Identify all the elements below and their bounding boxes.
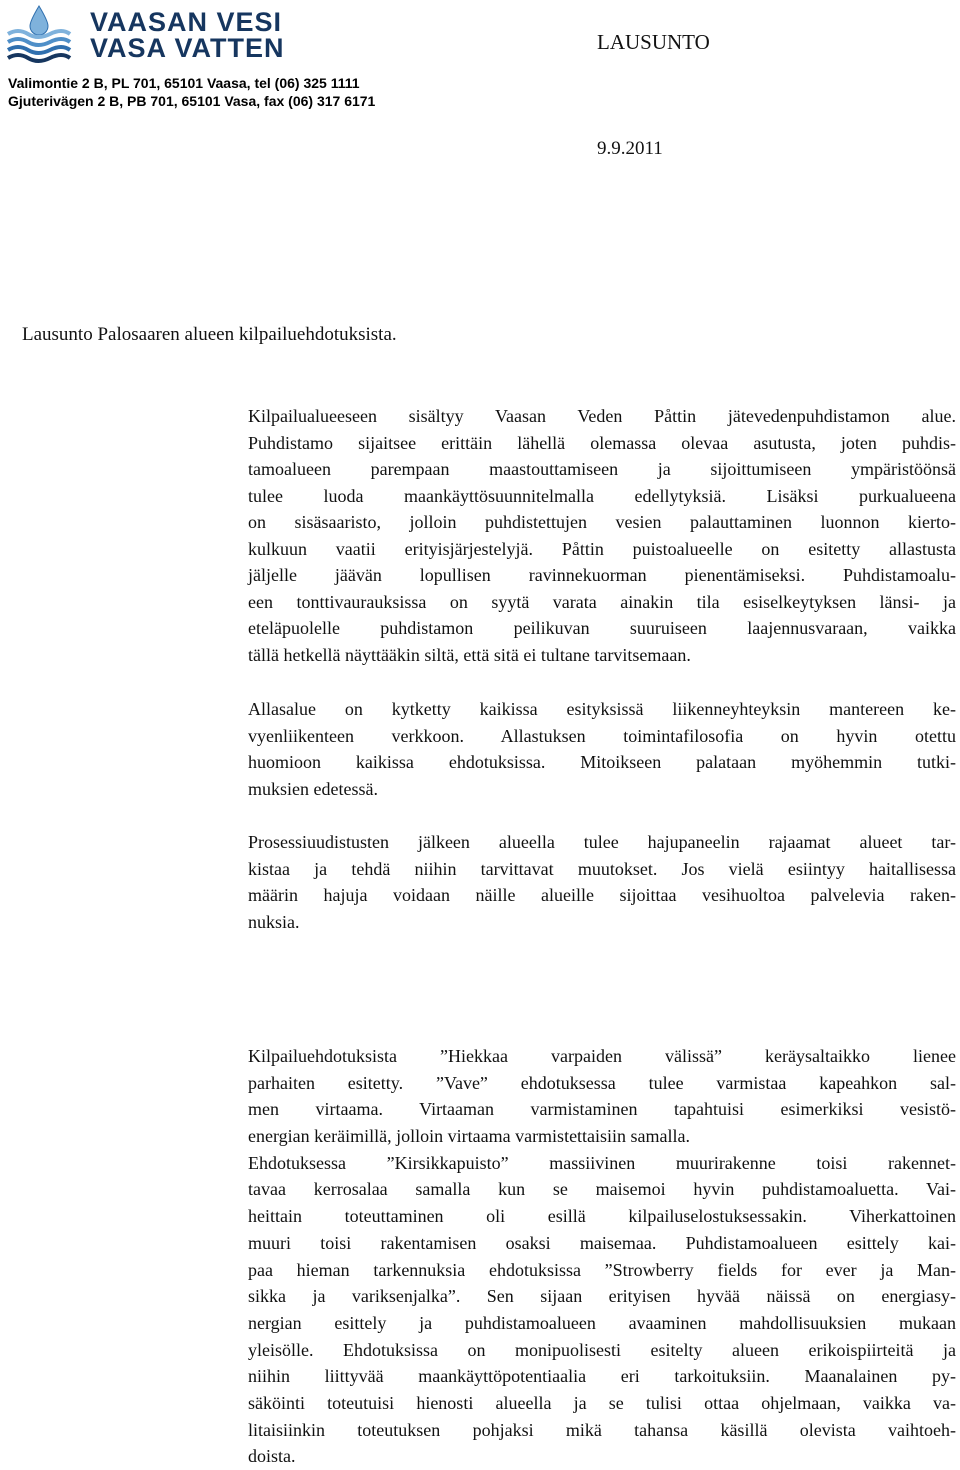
- text-line: on sisäsaaristo, jolloin puhdistettujen vesien palauttaminen luonnon kierto-: [248, 512, 956, 532]
- text-line: kulkuun vaatii erityisjärjestelyjä. Påttin puistoalueelle on esitetty allastusta: [248, 538, 956, 559]
- paragraph-4: [248, 1043, 956, 1470]
- text-line: energian keräimillä, jolloin virtaama varmistettaisiin samalla.: [248, 1126, 691, 1147]
- logo-drop-icon: [30, 6, 48, 35]
- document-subject: Lausunto Palosaaren alueen kilpailuehdotuksista.: [22, 324, 397, 345]
- address-finnish: Valimontie 2 B, PL 701, 65101 Vaasa, tel (06) 325 1111: [8, 75, 360, 91]
- text-line: Ehdotuksessa ”Kirsikkapuisto” massiivinen muurirakenne toisi rakennet-: [248, 1152, 956, 1173]
- text-line: heittain toteuttaminen oli esillä kilpailuselostuksessakin. Viherkattoinen: [248, 1206, 956, 1227]
- document-date: 9.9.2011: [597, 138, 663, 159]
- text-line: paa hieman tarkennuksia ehdotuksissa ”Strowberry fields for ever ja Man-: [248, 1259, 956, 1280]
- address-swedish: Gjuterivägen 2 B, PB 701, 65101 Vasa, fax (06) 317 6171: [8, 93, 376, 109]
- text-line: een tonttivaurauksissa on syytä varata ainakin tila esiselkeytyksen länsi- ja: [248, 591, 956, 612]
- text-line: niihin liittyvää maankäyttöpotentiaalia eri tarkoituksiin. Maanalainen py-: [248, 1366, 956, 1387]
- paragraph-2: [248, 696, 956, 802]
- text-line: sikka ja variksenjalka”. Sen sijaan erityisen hyvää näissä on energiasy-: [248, 1286, 956, 1307]
- logo-wave-4: [8, 55, 70, 61]
- text-line: tamoalueen parempaan maastouttamiseen ja sijoittumiseen ympäristöönsä: [248, 459, 956, 479]
- brand-name-swedish: VASA VATTEN: [90, 33, 285, 63]
- text-line: Allasalue on kytketty kaikissa esityksissä liikenneyhteyksin mantereen ke-: [248, 699, 956, 719]
- vaasan-vesi-logo-icon: [6, 4, 72, 64]
- text-line: muuri toisi rakentamisen osaksi maisemaa. Puhdistamoalueen esittely kai-: [248, 1232, 956, 1253]
- text-line: Kilpailualueeseen sisältyy Vaasan Veden Påttin jätevedenpuhdistamon alue.: [248, 406, 956, 426]
- text-line: kistaa ja tehdä niihin tarvittavat muutokset. Jos vielä esiintyy haitallisessa: [248, 858, 956, 879]
- text-line: parhaiten esitetty. ”Vave” ehdotuksessa tulee varmistaa kapeahkon sal-: [248, 1072, 956, 1093]
- text-line: tavaa kerrosalaa samalla kun se maisemoi hyvin puhdistamoaluetta. Vai-: [248, 1179, 956, 1200]
- text-line: litaisiinkin toteutuksen pohjaksi mikä tahansa käsillä olevista vaihtoeh-: [248, 1419, 956, 1440]
- text-line: muksien edetessä.: [248, 778, 378, 799]
- text-line: Kilpailuehdotuksista ”Hiekkaa varpaiden välissä” keräysaltaikko lienee: [248, 1046, 956, 1066]
- paragraph-1: [248, 403, 956, 668]
- text-line: yleisölle. Ehdotuksissa on monipuolisesti esitelty alueen erikoispiirteitä ja: [248, 1339, 956, 1360]
- text-line: eteläpuolelle puhdistamon peilikuvan suuruiseen laajennusvaraan, vaikka: [248, 618, 956, 638]
- text-line: doista.: [248, 1446, 296, 1467]
- text-line: määrin hajuja voidaan näille alueille sijoittaa vesihuoltoa palvelevia raken-: [248, 885, 956, 905]
- brand-name-finnish: VAASAN VESI: [90, 7, 283, 37]
- text-line: tällä hetkellä näyttääkin siltä, että sitä ei tultane tarvitsemaan.: [248, 644, 691, 665]
- text-line: vyenliikenteen verkkoon. Allastuksen toimintafilosofia on hyvin otettu: [248, 725, 956, 746]
- logo-wave-3: [8, 47, 70, 53]
- logo-wave-2: [8, 39, 70, 45]
- text-line: jäljelle jäävän lopullisen ravinnekuorman pienentämiseksi. Puhdistamoalu-: [248, 565, 956, 585]
- text-line: Puhdistamo sijaitsee erittäin lähellä olemassa olevaa asutusta, joten puhdis-: [248, 432, 956, 453]
- text-line: säköinti toteutuisi hienosti alueella ja se tulisi ottaa ohjelmaan, vaikka va-: [248, 1392, 956, 1413]
- document-type: LAUSUNTO: [597, 30, 710, 54]
- text-line: nergian esittely ja puhdistamoalueen avaaminen mahdollisuuksien mukaan: [248, 1312, 956, 1333]
- text-line: nuksia.: [248, 911, 300, 932]
- paragraph-3: [248, 829, 956, 935]
- text-line: Prosessiuudistusten jälkeen alueella tulee hajupaneelin rajaamat alueet tar-: [248, 832, 956, 852]
- text-line: huomioon kaikissa ehdotuksissa. Mitoikseen palataan myöhemmin tutki-: [248, 752, 956, 772]
- text-line: men virtaama. Virtaaman varmistaminen tapahtuisi esimerkiksi vesistö-: [248, 1099, 956, 1120]
- text-line: tulee luoda maankäyttösuunnitelmalla edellytyksiä. Lisäksi purkualueena: [248, 485, 956, 506]
